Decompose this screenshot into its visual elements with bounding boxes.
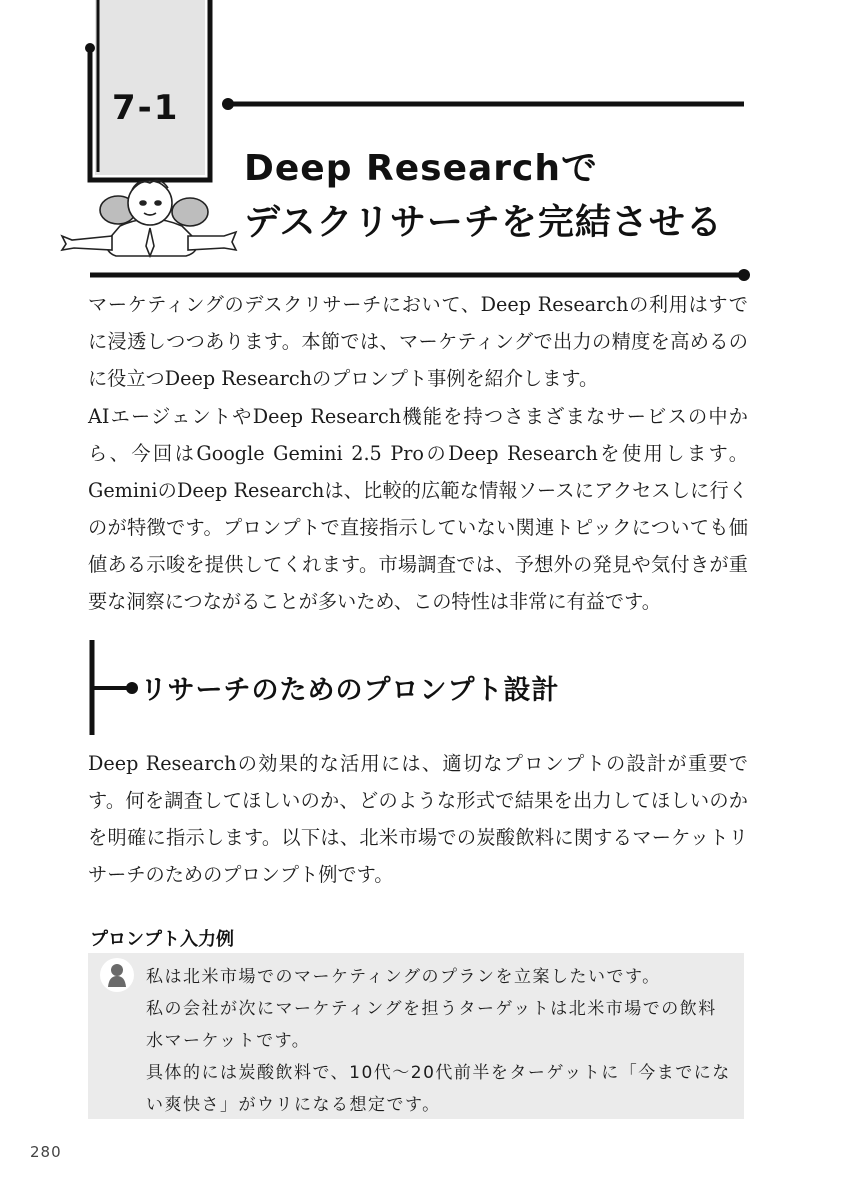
prompt-example-label: プロンプト入力例 (90, 929, 234, 950)
chapter-title-line2: デスクリサーチを完結させる (244, 202, 723, 243)
subsection-heading: リサーチのためのプロンプト設計 (140, 675, 560, 706)
prompt-line: 私は北米市場でのマーケティングのプランを立案したいです。 (146, 967, 661, 987)
subsection-paragraph: Deep Researchの効果的な活用には、適切なプロンプトの設計が重要です。何を調査してほしいのか、どのような形式で結果を出力してほしいのかを明確に指示します。以下は、北米市場での炭酸飲料に関するマーケットリサーチのためのプロンプト例です。 (88, 752, 748, 886)
chapter-title-line1: Deep Researchで (244, 148, 599, 189)
avatar (100, 958, 134, 992)
user-icon (100, 958, 134, 992)
prompt-line: 水マーケットです。 (146, 1031, 311, 1051)
section-number: 7-1 (112, 88, 180, 128)
page-number: 280 (30, 1143, 62, 1161)
intro-paragraph: マーケティングのデスクリサーチにおいて、Deep Researchの利用はすでに浸透しつつあります。本節では、マーケティングで出力の精度を高めるのに役立つDeep Researchのプロンプト事例を紹介します。 (88, 293, 748, 390)
prompt-line: い爽快さ」がウリになる想定です。 (146, 1095, 441, 1115)
prompt-line: 私の会社が次にマーケティングを担うターゲットは北米市場での飲料 (146, 999, 717, 1019)
gemini-paragraph: AIエージェントやDeep Research機能を持つさまざまなサービスの中から、今回はGoogle Gemini 2.5 ProのDeep Researchを使用します。GeminiのDeep Researchは、比較的広範な情報ソースにアクセスしに行くのが特徴です。プロンプトで直接指示していない関連トピックについても価値ある示唆を提供してくれます。市場調査では、予想外の発見や気付きが重要な洞察につながることが多いため、この特性は非常に有益です。 (88, 405, 748, 613)
prompt-line: 具体的には炭酸飲料で、10代〜20代前半をターゲットに「今までにな (146, 1063, 731, 1083)
